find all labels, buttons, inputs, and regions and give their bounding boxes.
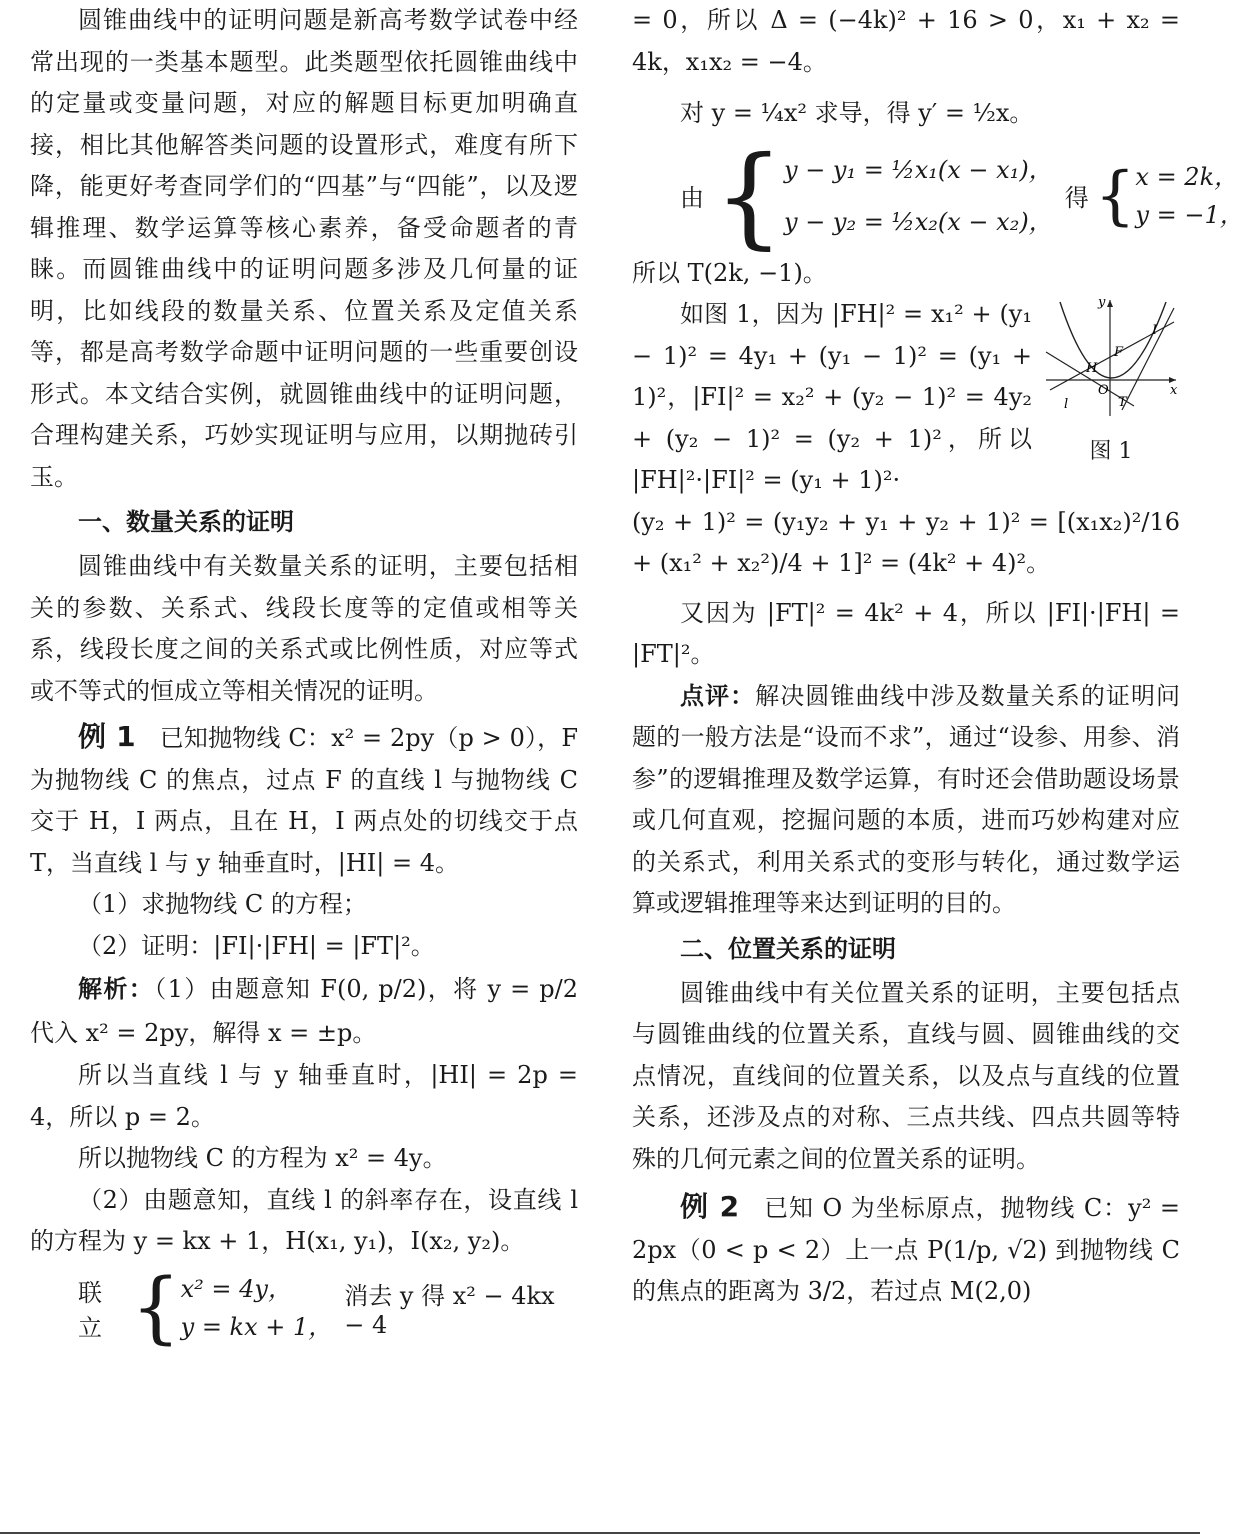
system2-equations xyxy=(784,144,1053,248)
section1-paragraph: 圆锥曲线中有关数量关系的证明，主要包括相关的参数、关系式、线段长度等的定值或相等关系，线段长度之间的关系式或比例性质，对应等式或不等式的恒成立等相关情况的证明。 xyxy=(30,552,578,705)
system1-brace: { xyxy=(130,1262,181,1353)
example1-question2: （2）证明：|FI|·|FH| = |FT|²。 xyxy=(78,931,435,960)
fig-label-h: H xyxy=(1086,361,1098,376)
section2-paragraph: 圆锥曲线中有关位置关系的证明，主要包括点与圆锥曲线的位置关系，直线与圆、圆锥曲线的交点情况，直线间的位置关系，以及点与直线的位置关系，还涉及点的对称、三点共线、四点共圆等特殊的几何元素之间的位置关系的证明。 xyxy=(632,978,1180,1173)
example2-label: 例 2 xyxy=(680,1190,740,1223)
fig-label-x: x xyxy=(1170,383,1178,398)
system2-results xyxy=(1135,158,1243,234)
fig-label-t: T xyxy=(1118,395,1127,410)
example1-label: 例 1 xyxy=(78,720,136,753)
fig-label-i: I xyxy=(1152,323,1158,338)
figure-paragraph xyxy=(632,294,1180,502)
fig-label-f: F xyxy=(1114,345,1124,360)
fig-label-o: O xyxy=(1098,383,1109,398)
parabola-figure xyxy=(1042,294,1180,424)
system1-tail: 消去 y 得 x² − 4kx − 4 xyxy=(344,1282,555,1339)
example1 xyxy=(30,716,578,884)
system2 xyxy=(632,131,1244,260)
example2 xyxy=(632,1186,1180,1313)
system1 xyxy=(30,1262,578,1353)
solution-part1 xyxy=(30,967,578,1055)
review-label: 点评： xyxy=(680,681,756,710)
ft-text: 又因为 |FT|² = 4k² + 4，所以 |FI|·|FH| = |FT|²。 xyxy=(632,598,1180,668)
solution-text4: （2）由题意知，直线 l 的斜率存在，设直线 l 的方程为 y = kx + 1，H(x₁, y₁)，I(x₂, y₂)。 xyxy=(30,1185,578,1255)
system2-result-brace: { xyxy=(1094,158,1136,233)
right-column xyxy=(632,0,1244,1313)
system2-eq1: y − y₁ = ½x₁(x − x₁)， xyxy=(784,155,1053,184)
system2-eq2: y − y₂ = ½x₂(x − x₂)， xyxy=(784,207,1053,236)
example2-text: 已知 O 为坐标原点，抛物线 C：y² = 2px（0 < p < 2）上一点 P(1/p, √2) 到抛物线 C 的焦点的距离为 3/2，若过点 M(2,0) xyxy=(632,1194,1180,1305)
system2-res1: x = 2k， xyxy=(1135,162,1239,191)
review xyxy=(632,676,1180,925)
solution-text2: 所以当直线 l 与 y 轴垂直时，|HI| = 2p = 4，所以 p = 2。 xyxy=(30,1061,578,1131)
system2-mid: 得 xyxy=(1064,184,1089,212)
fig-label-y: y xyxy=(1098,295,1106,310)
intro-paragraph: 圆锥曲线中的证明问题是新高考数学试卷中经常出现的一类基本题型。此类题型依托圆锥曲线中的定量或变量问题，对应的解题目标更加明确直接，相比其他解答类问题的设置形式，难度有所下降，能更好考查同学们的“四基”与“四能”，以及逻辑推理、数学运算等核心素养，备受命题者的青睐。而圆锥曲线中的证明问题多涉及几何量的证明，比如线段的数量关系、位置关系及定值关系等，都是高考数学命题中证明问题的一些重要创设形式。本文结合实例，就圆锥曲线中的证明问题，合理构建关系，巧妙实现证明与应用，以期抛砖引玉。 xyxy=(30,6,578,491)
t-point-text: 所以 T(2k, −1)。 xyxy=(632,258,827,287)
review-text: 解决圆锥曲线中涉及数量关系的证明问题的一般方法是“设而不求”，通过“设参、用参、消参”的逻辑推理及数学运算，有时还会借助题设场景或几何直观，挖掘问题的本质，进而巧妙构建对应的关系式，利用关系式的变形与转化，通过数学运算或逻辑推理等来达到证明的目的。 xyxy=(632,681,1181,917)
solution-text3: 所以抛物线 C 的方程为 x² = 4y。 xyxy=(78,1144,447,1172)
figure-caption: 图 1 xyxy=(1089,439,1133,464)
left-column xyxy=(30,0,579,1353)
figure-text: 如图 1，因为 |FH|² = x₁² + (y₁ − 1)² = 4y₁ + (y₁ − 1)² = (y₁ + 1)²，|FI|² = x₂² + (y₂ − 1)² = 4y₂ + (y₂ − 1)² = (y₂ + 1)²，所以 |FH|²·|FI|² = (y₁ + 1)²· xyxy=(632,300,1032,494)
continued-text: = 0，所以 Δ = (−4k)² + 16 > 0，x₁ + x₂ = 4k，x₁x₂ = −4。 xyxy=(632,6,1180,76)
system2-brace: { xyxy=(714,131,784,260)
system2-res2: y = −1， xyxy=(1135,200,1244,229)
solution-label: 解析： xyxy=(78,975,155,1003)
derivative-text: 对 y = ¼x² 求导，得 y′ = ½x。 xyxy=(680,99,1034,127)
system1-lead: 联立 xyxy=(78,1278,102,1342)
system1-eq2: y = kx + 1， xyxy=(180,1312,333,1341)
bottom-rule xyxy=(0,1532,1200,1534)
example1-text: 已知抛物线 C：x² = 2py（p > 0），F 为抛物线 C 的焦点，过点 F 的直线 l 与抛物线 C 交于 H，I 两点，且在 H，I 两点处的切线交于点 T，当直线 l 与 y 轴垂直时，|HI| = 4。 xyxy=(30,724,579,877)
example1-question1: （1）求抛物线 C 的方程； xyxy=(78,890,367,918)
section1-title: 一、数量关系的证明 xyxy=(78,508,294,536)
system1-equations xyxy=(181,1270,333,1346)
system2-lead: 由 xyxy=(680,184,704,212)
figure-1 xyxy=(1042,294,1180,465)
system1-eq1: x² = 4y， xyxy=(180,1274,292,1303)
section2-title: 二、位置关系的证明 xyxy=(680,934,896,963)
solution-text1: （1）由题意知 F(0, p/2)，将 y = p/2 代入 x² = 2py，解得 x = ±p。 xyxy=(30,975,579,1047)
figure-text-continued: (y₂ + 1)² = (y₁y₂ + y₁ + y₂ + 1)² = [(x₁x₂)²/16 + (x₁² + x₂²)/4 + 1]² = (4k² + 4)²。 xyxy=(632,507,1180,577)
fig-label-l: l xyxy=(1064,397,1069,412)
